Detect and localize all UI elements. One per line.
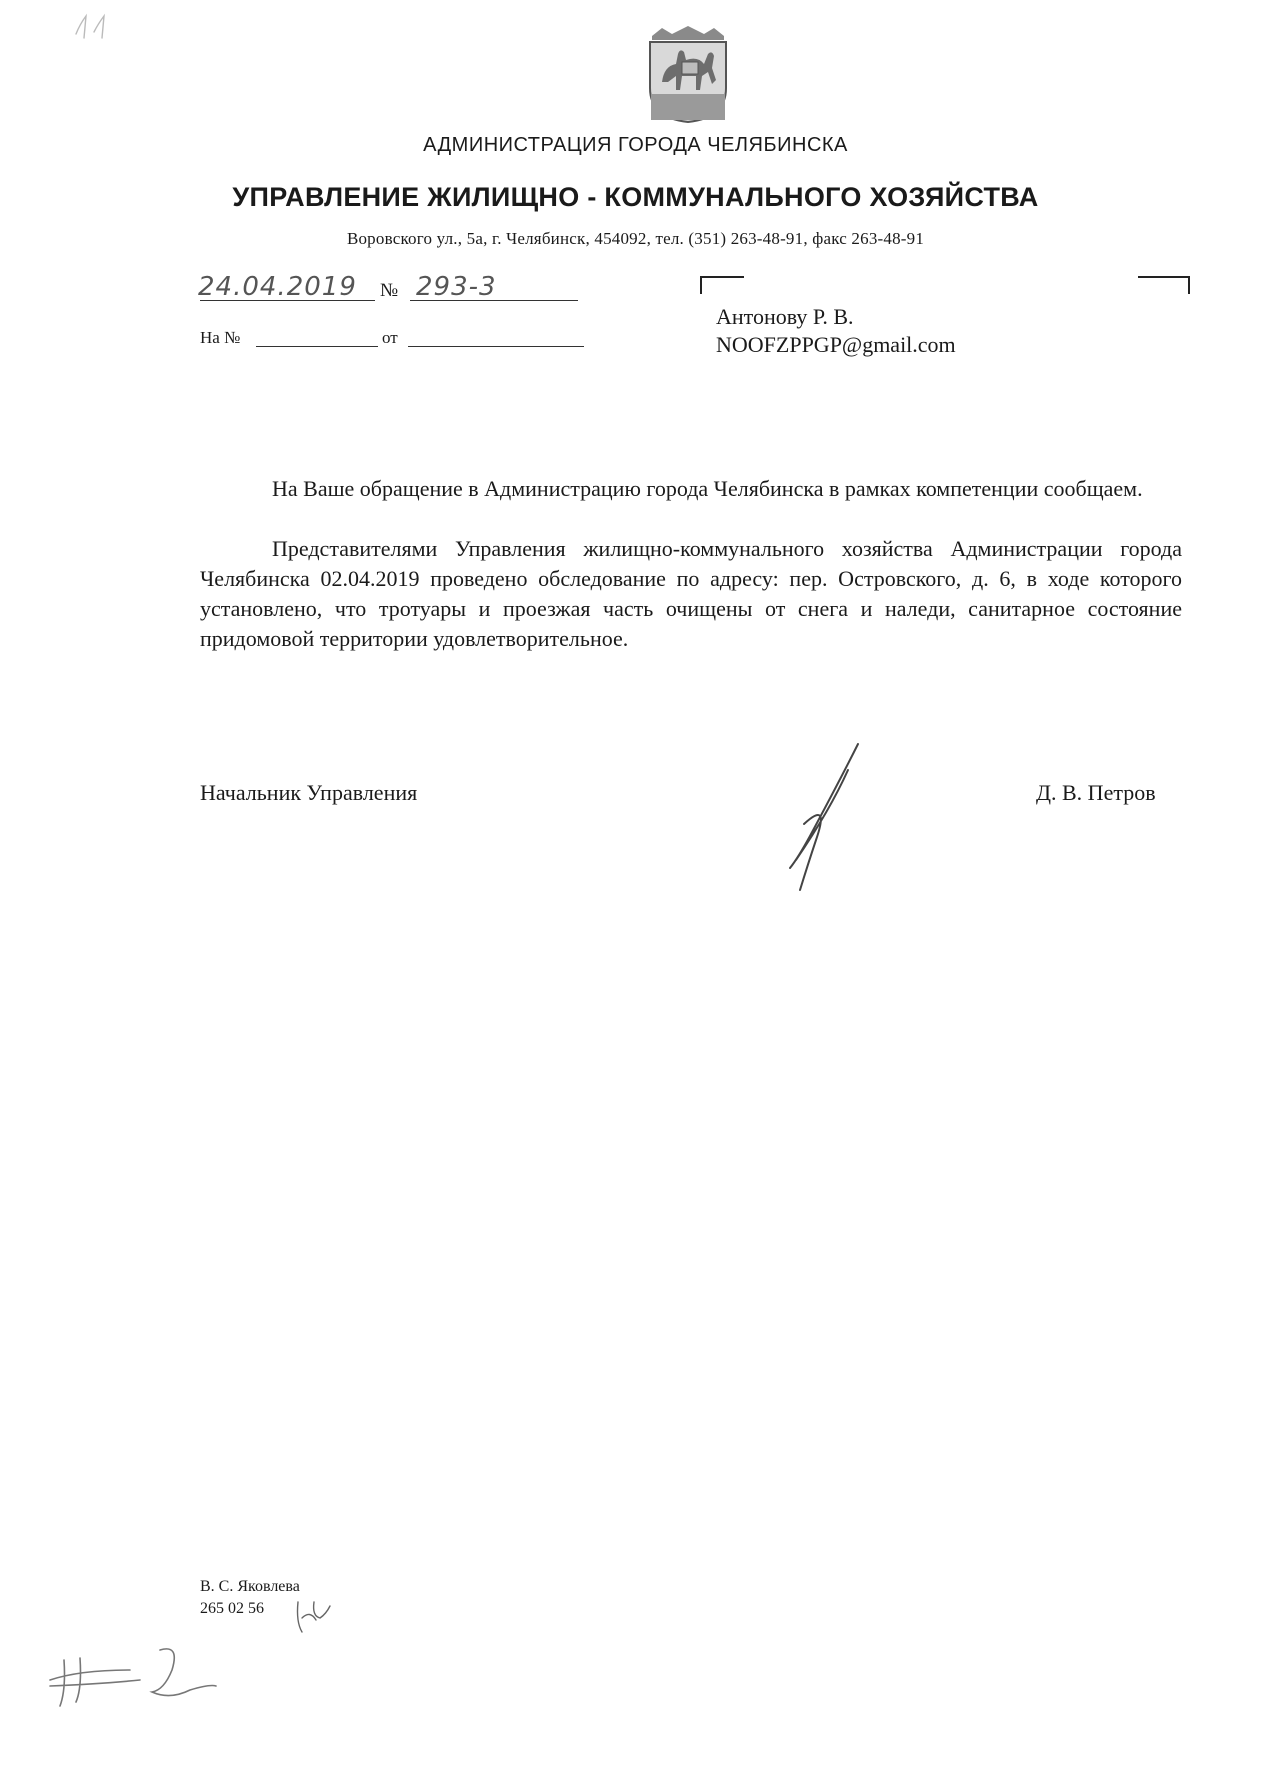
department-address: Воровского ул., 5а, г. Челябинск, 454092, тел. (351) 263-48-91, факс 263-48-91	[346, 229, 925, 248]
reference-number-label: На №	[200, 328, 241, 347]
executor-phone: 265 02 56	[200, 1600, 264, 1617]
reference-date-field	[408, 346, 584, 347]
recipient-corner-right	[1138, 276, 1190, 294]
date-underline	[200, 300, 375, 301]
initials-mark-icon	[290, 1592, 340, 1642]
recipient-corner-left	[700, 276, 744, 294]
recipient-name: Антонову Р. В.	[716, 304, 854, 329]
outgoing-date: 24.04.2019	[198, 272, 357, 302]
signer-name: Д. В. Петров	[1036, 780, 1156, 805]
number-underline	[410, 300, 578, 301]
reference-date-label: от	[382, 328, 398, 347]
reference-number-field	[256, 346, 378, 347]
handwritten-signature-icon	[770, 740, 890, 900]
outgoing-number-label: №	[380, 280, 399, 301]
outgoing-number: 293-3	[416, 272, 497, 302]
department-name: УПРАВЛЕНИЕ ЖИЛИЩНО - КОММУНАЛЬНОГО ХОЗЯЙСТВА	[232, 182, 1039, 212]
body-paragraph: Представителями Управления жилищно-коммунального хозяйства Администрации города Челябинска 02.04.2019 проведено обследование по адресу: пер. Островского, д. 6, в ходе которого установлено, что тротуары и проезжая часть очищены от снега и наледи, санитарное состояние придомовой территории удовлетворительное.	[200, 536, 1182, 651]
coat-of-arms-icon	[642, 22, 734, 124]
recipient-email: NOOFZPPGP@gmail.com	[716, 332, 956, 357]
approval-visa-icon	[40, 1640, 220, 1710]
organization-name: АДМИНИСТРАЦИЯ ГОРОДА ЧЕЛЯБИНСКА	[423, 134, 848, 156]
margin-mark-icon	[70, 12, 114, 42]
body-paragraph: На Ваше обращение в Администрацию города Челябинска в рамках компетенции сообщаем.	[272, 476, 1143, 501]
executor-name: В. С. Яковлева	[200, 1578, 300, 1595]
signer-title: Начальник Управления	[200, 780, 418, 805]
